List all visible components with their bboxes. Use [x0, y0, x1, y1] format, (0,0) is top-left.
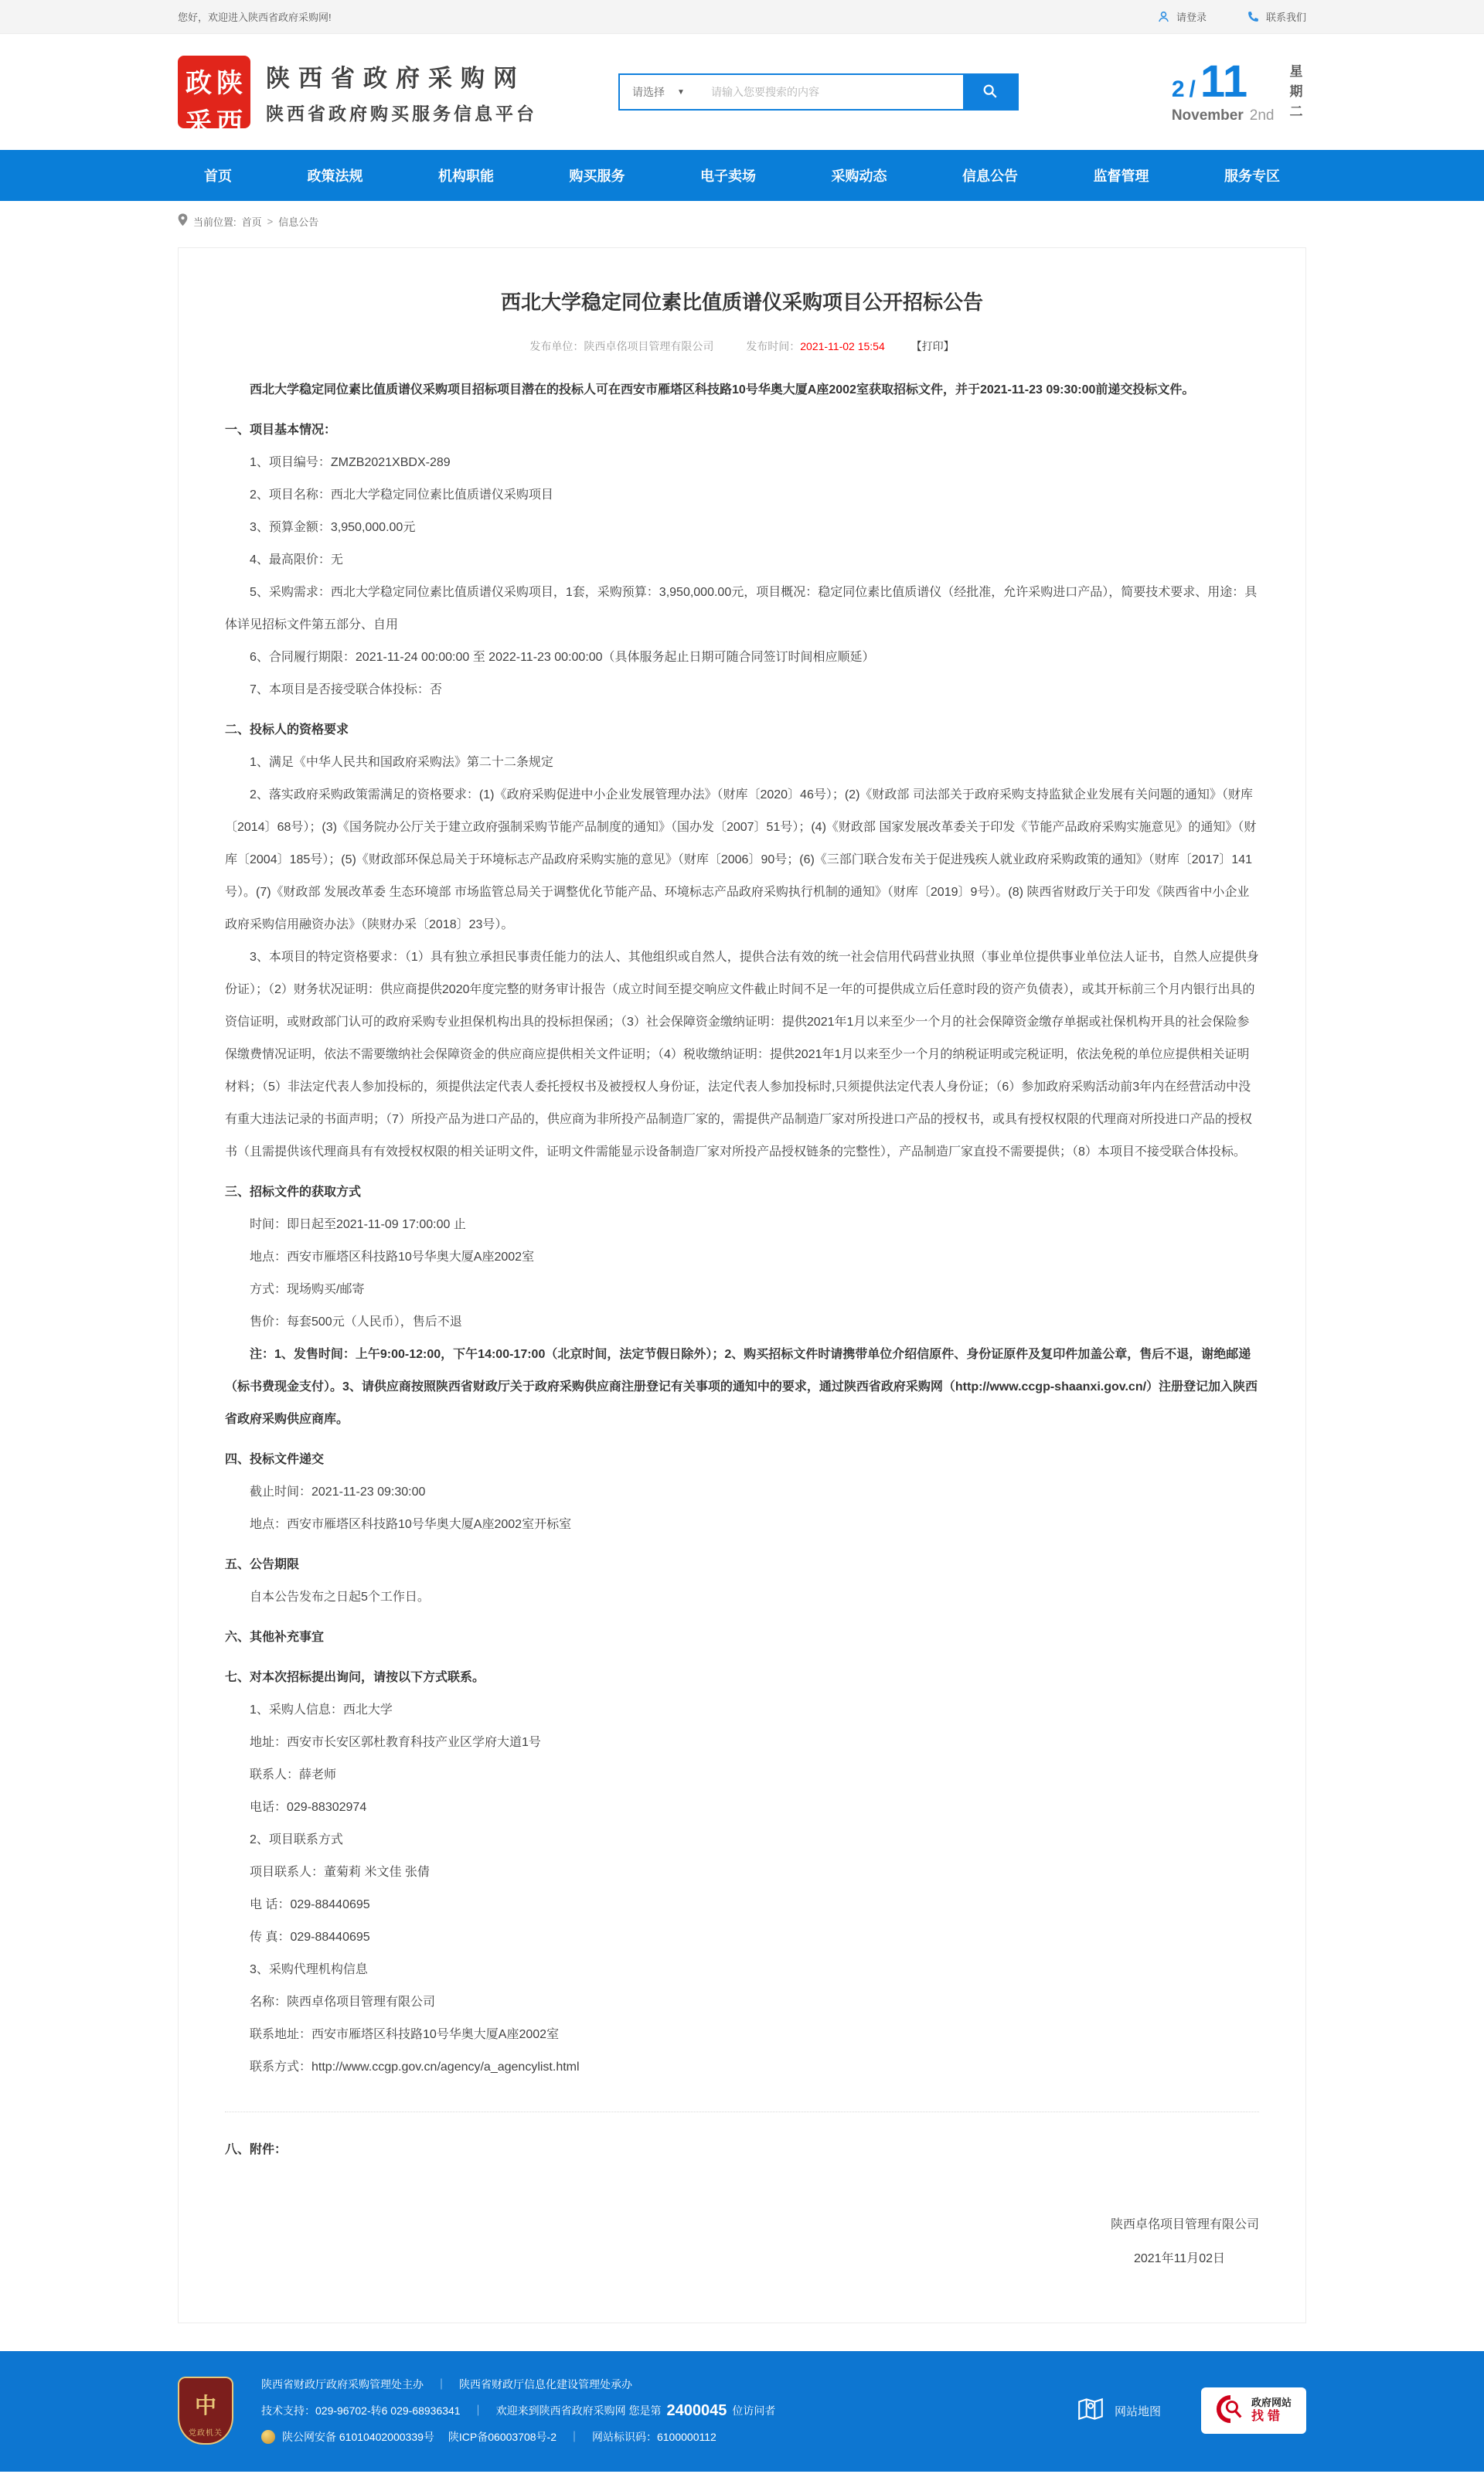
date-slash: /	[1189, 77, 1196, 102]
article-paragraph: 项目联系人：董菊莉 米文佳 张倩	[250, 1866, 430, 1879]
brand	[178, 56, 537, 138]
party-gov-badge	[178, 2377, 233, 2445]
footer-text	[261, 2371, 1076, 2450]
nav-item[interactable]: 服务专区	[1224, 168, 1280, 184]
site-logo	[178, 56, 250, 138]
breadcrumb-home[interactable]: 首页	[241, 216, 262, 228]
search-select-label: 请选择	[632, 86, 665, 98]
breadcrumb-separator: >	[267, 215, 274, 227]
search-category-select[interactable]	[620, 84, 703, 100]
article-paragraph: 地址：西安市长安区郭杜教育科技产业区学府大道1号	[250, 1736, 541, 1749]
nav-item[interactable]: 信息公告	[962, 168, 1018, 184]
article-paragraph: 名称：陕西卓佲项目管理有限公司	[250, 1996, 436, 2009]
article-paragraph: 3、采购代理机构信息	[250, 1963, 368, 1976]
error-report-line1: 政府网站	[1251, 2396, 1292, 2408]
nav-item[interactable]: 首页	[204, 168, 232, 184]
contact-link[interactable]	[1247, 9, 1306, 24]
main-nav	[0, 150, 1484, 201]
user-icon	[1157, 10, 1170, 23]
date-widget	[1171, 56, 1305, 124]
article-paragraph: 六、其他补充事宜	[225, 1631, 325, 1644]
nav-item[interactable]: 购买服务	[569, 168, 625, 184]
footer-organizer: 陕西省财政厅信息化建设管理处承办	[459, 2378, 632, 2391]
article-paragraph: 联系方式：http://www.ccgp.gov.cn/agency/a_agencylist.html	[250, 2061, 580, 2074]
article-paragraph: 注：1、发售时间：上午9:00-12:00，下午14:00-17:00（北京时间，法定节假日除外）；2、购买招标文件时请携带单位介绍信原件、身份证原件及复印件加盖公章，售后不退，谢绝邮递（标书费现金支付）。3、请供应商按照陕西省财政厅关于政府采购供应商注册登记有关事项的通知中的要求，通过陕西省政府采购网（http://www.ccgp-shaanxi.gov.cn/）注册登记加入陕西省政府采购供应商库。	[225, 1348, 1258, 1426]
footer-separator: ｜	[472, 2404, 484, 2417]
article-paragraph: 2、项目联系方式	[250, 1833, 343, 1846]
article-paragraph: 3、预算金额：3,950,000.00元	[250, 521, 416, 534]
article-paragraph: 地点：西安市雁塔区科技路10号华奥大厦A座2002室开标室	[250, 1518, 572, 1531]
login-link[interactable]	[1157, 9, 1207, 24]
article-paragraph: 电话：029-88302974	[250, 1801, 367, 1814]
article-paragraph: 八、附件：	[225, 2143, 288, 2156]
article-paragraph: 6、合同履行期限：2021-11-24 00:00:00 至 2022-11-23 00:00:00（具体服务起止日期可随合同签订时间相应顺延）	[250, 651, 875, 664]
nav-item[interactable]: 电子卖场	[700, 168, 756, 184]
article-paragraph: 3、本项目的特定资格要求：（1）具有独立承担民事责任能力的法人、其他组织或自然人，提供合法有效的统一社会信用代码营业执照（事业单位提供事业单位法人证书，自然人应提供身份证）；（2）财务状况证明：供应商提供2020年度完整的财务审计报告（成立时间至提交响应文件截止时间不足一年的可提供成立后任意时段的资产负债表），或其开标前三个月内银行出具的资信证明，或财政部门认可的政府采购专业担保机构出具的投标担保函；（3）社会保障资金缴纳证明：提供2021年1月以来至少一个月的社会保障资金缴存单据或社保机构开具的社会保险参保缴费情况证明，依法不需要缴纳社会保障资金的供应商应提供相关文件证明；（4）税收缴纳证明：提供2021年1月以来至少一个月的纳税证明或完税证明，依法免税的单位应提供相关证明材料；（5）非法定代表人参加投标的，须提供法定代表人委托授权书及被授权人身份证，法定代表人参加投标时,只须提供法定代表人身份证；（6）参加政府采购活动前3年内在经营活动中没有重大违法记录的书面声明；（7）所投产品为进口产品的，供应商为非所投产品制造厂家的，需提供产品制造厂家对所投进口产品的授权书，或具有授权权限的代理商对所投进口产品的授权书（且需提供该代理商具有有效授权权限的相关证明文件，证明文件需能显示设备制造厂家对所投产品授权链条的完整性），产品制造厂家直投不需要提供；（8）本项目不接受联合体投标。	[225, 951, 1259, 1159]
footer-separator: ｜	[568, 2431, 580, 2443]
phone-icon	[1247, 10, 1260, 23]
article-paragraph: 传 真：029-88440695	[250, 1931, 370, 1944]
publisher-value: 陕西卓佲项目管理有限公司	[584, 340, 714, 352]
article-paragraph: 2、项目名称：西北大学稳定同位素比值质谱仪采购项目	[250, 488, 553, 502]
footer-welcome-prefix: 欢迎来到陕西省政府采购网 您是第	[495, 2404, 662, 2417]
sitemap-link[interactable]	[1076, 2394, 1161, 2427]
breadcrumb-current[interactable]: 信息公告	[278, 216, 319, 228]
footer-tech-support: 技术支持：029-96702-转6 029-68936341	[261, 2404, 461, 2417]
search-icon	[982, 83, 999, 102]
nav-item[interactable]: 采购动态	[831, 168, 887, 184]
publisher-label: 发布单位：	[529, 340, 584, 352]
logo-char: 政	[186, 70, 212, 98]
site-header	[0, 34, 1484, 150]
date-weekday: 星期二	[1289, 64, 1303, 119]
signature-date: 2021年11月02日	[1133, 2252, 1225, 2265]
search-input[interactable]	[703, 75, 963, 109]
logo-char: 西	[216, 109, 243, 138]
article-paragraph: 七、对本次招标提出询问，请按以下方式联系。	[225, 1671, 485, 1684]
article-paragraph: 方式：现场购买/邮寄	[250, 1283, 365, 1296]
article-paragraph: 1、采购人信息：西北大学	[250, 1703, 393, 1717]
date-day-ordinal: 2nd	[1249, 107, 1275, 124]
contact-label: 联系我们	[1265, 12, 1306, 23]
nav-item[interactable]: 监督管理	[1093, 168, 1149, 184]
search-bar	[618, 73, 1019, 111]
footer-host: 陕西省财政厅政府采购管理处主办	[261, 2378, 424, 2391]
nav-item[interactable]: 政策法规	[307, 168, 363, 184]
breadcrumb-label: 当前位置:	[193, 216, 237, 228]
login-label: 请登录	[1176, 12, 1207, 23]
article-paragraph: 三、招标文件的获取方式	[225, 1186, 362, 1199]
site-footer	[0, 2351, 1484, 2472]
nav-item[interactable]: 机构职能	[438, 168, 494, 184]
article-paragraph: 1、满足《中华人民共和国政府采购法》第二十二条规定	[250, 756, 553, 769]
article-paragraph: 电 话：029-88440695	[250, 1898, 370, 1911]
article-paragraph: 西北大学稳定同位素比值质谱仪采购项目招标项目潜在的投标人可在西安市雁塔区科技路10号华奥大厦A座2002室获取招标文件，并于2021-11-23 09:30:00前递交投标文件。	[250, 383, 1195, 396]
security-badge-icon	[261, 2430, 275, 2444]
article-card	[178, 247, 1306, 2323]
article-paragraph: 截止时间：2021-11-23 09:30:00	[250, 1485, 426, 1499]
site-name: 陕西省政府采购网	[266, 65, 526, 92]
article-paragraph: 1、项目编号：ZMZB2021XBDX-289	[250, 456, 451, 469]
article-paragraph: 联系人：薛老师	[250, 1768, 337, 1781]
welcome-text: 您好，欢迎进入陕西省政府采购网!	[178, 12, 332, 23]
article-paragraph: 地点：西安市雁塔区科技路10号华奥大厦A座2002室	[250, 1251, 535, 1264]
article-body	[225, 374, 1259, 2166]
signature-company: 陕西卓佲项目管理有限公司	[1110, 2218, 1259, 2231]
logo-char: 采	[186, 109, 212, 138]
chevron-down-icon: ▼	[677, 87, 685, 97]
footer-separator: ｜	[436, 2378, 447, 2391]
article-paragraph: 5、采购需求：西北大学稳定同位素比值质谱仪采购项目，1套，采购预算：3,950,000.00元，项目概况：稳定同位素比值质谱仪（经批准，允许采购进口产品），简要技术要求、用途：具体详见招标文件第五部分、自用	[225, 586, 1258, 631]
site-subtitle: 陕西省政府购买服务信息平台	[266, 104, 537, 124]
article-paragraph: 4、最高限价：无	[250, 553, 343, 567]
article-paragraph: 2、落实政府采购政策需满足的资格要求：(1)《政府采购促进中小企业发展管理办法》（财库〔2020〕46号）；(2)《财政部 司法部关于政府采购支持监狱企业发展有关问题的通知》（财库〔2014〕68号）；(3)《国务院办公厅关于建立政府强制采购节能产品制度的通知》（国办发〔2007〕51号）；(4)《财政部 国家发展改革委关于印发《节能产品政府采购实施意见》的通知》（财库〔2004〕185号）；(5)《财政部环保总局关于环境标志产品政府采购实施的意见》（财库〔2006〕90号；(6)《三部门联合发布关于促进残疾人就业政府采购政策的通知》（财库〔2017〕141号）。(7)《财政部 发展改革委 生态环境部 市场监管总局关于调整优化节能产品、环境标志产品政府采购执行机制的通知》（财库〔2019〕9号）。(8) 陕西省财政厅关于印发《陕西省中小企业政府采购信用融资办法》（陕财办采〔2018〕23号）。	[225, 788, 1257, 931]
error-report-line2: 找错	[1251, 2410, 1284, 2424]
footer-icp: 陕ICP备06003708号-2	[448, 2431, 556, 2443]
footer-security-record: 陕公网安备 61010402000339号	[282, 2431, 434, 2443]
article-paragraph: 7、本项目是否接受联合体投标：否	[250, 683, 442, 696]
search-button[interactable]	[963, 75, 1017, 109]
article-paragraph: 二、投标人的资格要求	[225, 723, 349, 737]
publish-time-label: 发布时间：	[746, 340, 801, 352]
map-icon	[1076, 2394, 1105, 2427]
location-pin-icon	[178, 213, 188, 229]
error-report-logo	[1216, 2394, 1245, 2428]
article-paragraph: 时间：即日起至2021-11-09 17:00:00 止	[250, 1218, 466, 1231]
article-paragraph: 自本公告发布之日起5个工作日。	[250, 1591, 430, 1604]
breadcrumb	[178, 201, 1306, 241]
date-month-en: November	[1171, 107, 1244, 124]
gov-error-report[interactable]	[1201, 2387, 1306, 2434]
badge-label: 党政机关	[189, 2429, 223, 2438]
article-paragraph: 一、项目基本情况：	[225, 424, 337, 437]
date-day: 2	[1171, 77, 1185, 102]
footer-welcome-suffix: 位访问者	[732, 2404, 776, 2417]
print-button[interactable]: 【打印】	[910, 340, 955, 352]
topbar	[0, 0, 1484, 34]
article-paragraph: 联系地址：西安市雁塔区科技路10号华奥大厦A座2002室	[250, 2028, 560, 2041]
publish-info	[225, 339, 1259, 354]
page-title: 西北大学稳定同位素比值质谱仪采购项目公开招标公告	[500, 291, 983, 314]
visitor-count: 2400045	[666, 2401, 727, 2419]
article-paragraph: 五、公告期限	[225, 1558, 300, 1571]
sitemap-label: 网站地图	[1114, 2404, 1161, 2418]
badge-emblem-icon: 中	[194, 2394, 216, 2418]
article-paragraph: 四、投标文件递交	[225, 1453, 325, 1466]
date-month: 11	[1200, 56, 1248, 107]
publish-time-value: 2021-11-02 15:54	[800, 340, 885, 352]
logo-char: 陕	[216, 70, 243, 98]
signature-block	[225, 2208, 1259, 2276]
footer-site-code: 网站标识码：6100000112	[591, 2431, 716, 2443]
article-paragraph: 售价：每套500元（人民币），售后不退	[250, 1315, 462, 1329]
